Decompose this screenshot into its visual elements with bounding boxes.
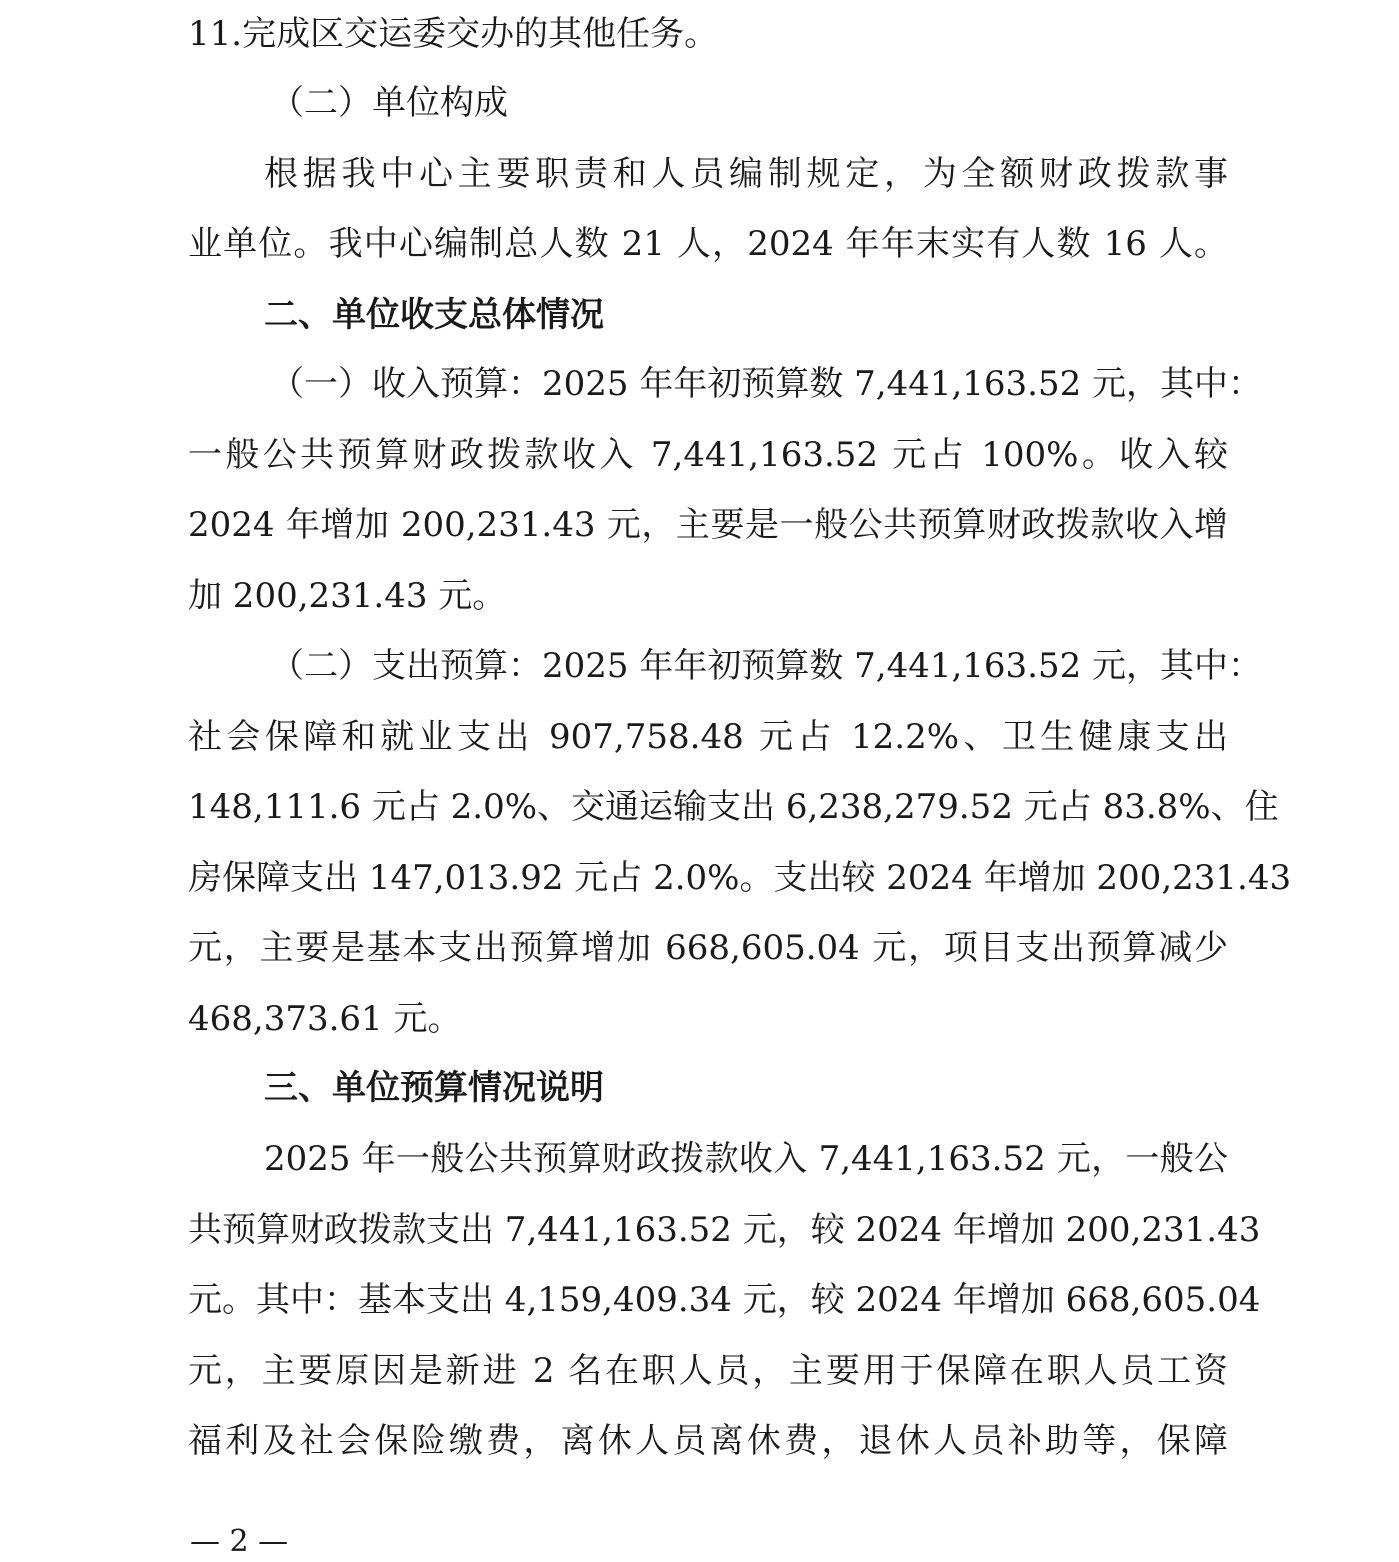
- text-line: 元，主要是基本支出预算增加 668,605.04 元，项目支出预算减少: [188, 928, 1228, 968]
- text-line: 社会保障和就业支出 907,758.48 元占 12.2%、卫生健康支出: [188, 717, 1228, 757]
- text-line: 2025 年一般公共预算财政拨款收入 7,441,163.52 元，一般公: [264, 1139, 1228, 1179]
- text-line: 共预算财政拨款支出 7,441,163.52 元，较 2024 年增加 200,231.43: [188, 1210, 1261, 1250]
- text-line: 房保障支出 147,013.92 元占 2.0%。支出较 2024 年增加 200,231.43: [188, 858, 1292, 898]
- text-line: 根据我中心主要职责和人员编制规定，为全额财政拨款事: [264, 154, 1228, 194]
- text-line-task-11: 11.完成区交运委交办的其他任务。: [188, 14, 719, 54]
- text-line: 148,111.6 元占 2.0%、交通运输支出 6,238,279.52 元占 83.8%、住: [188, 787, 1279, 827]
- page-number: — 2 —: [190, 1524, 289, 1559]
- text-line: 业单位。我中心编制总人数 21 人，2024 年年末实有人数 16 人。: [188, 224, 1228, 264]
- text-line: 468,373.61 元。: [188, 999, 462, 1039]
- section-heading-revenue-expenditure: 二、单位收支总体情况: [264, 295, 604, 335]
- text-line: 福利及社会保险缴费，离休人员离休费，退休人员补助等，保障: [188, 1421, 1228, 1461]
- text-line: 元。其中：基本支出 4,159,409.34 元，较 2024 年增加 668,605.04: [188, 1280, 1261, 1320]
- text-line: 加 200,231.43 元。: [188, 576, 507, 616]
- text-line: 一般公共预算财政拨款收入 7,441,163.52 元占 100%。收入较: [188, 435, 1228, 475]
- section-heading-budget-explanation: 三、单位预算情况说明: [264, 1068, 604, 1108]
- text-line-income-budget: （一）收入预算：2025 年年初预算数 7,441,163.52 元，其中：: [270, 364, 1263, 404]
- subheading-unit-composition: （二）单位构成: [270, 83, 508, 123]
- text-line-expenditure-budget: （二）支出预算：2025 年年初预算数 7,441,163.52 元，其中：: [270, 646, 1263, 686]
- text-line: 2024 年增加 200,231.43 元，主要是一般公共预算财政拨款收入增: [188, 505, 1228, 545]
- text-line: 元，主要原因是新进 2 名在职人员，主要用于保障在职人员工资: [188, 1351, 1228, 1391]
